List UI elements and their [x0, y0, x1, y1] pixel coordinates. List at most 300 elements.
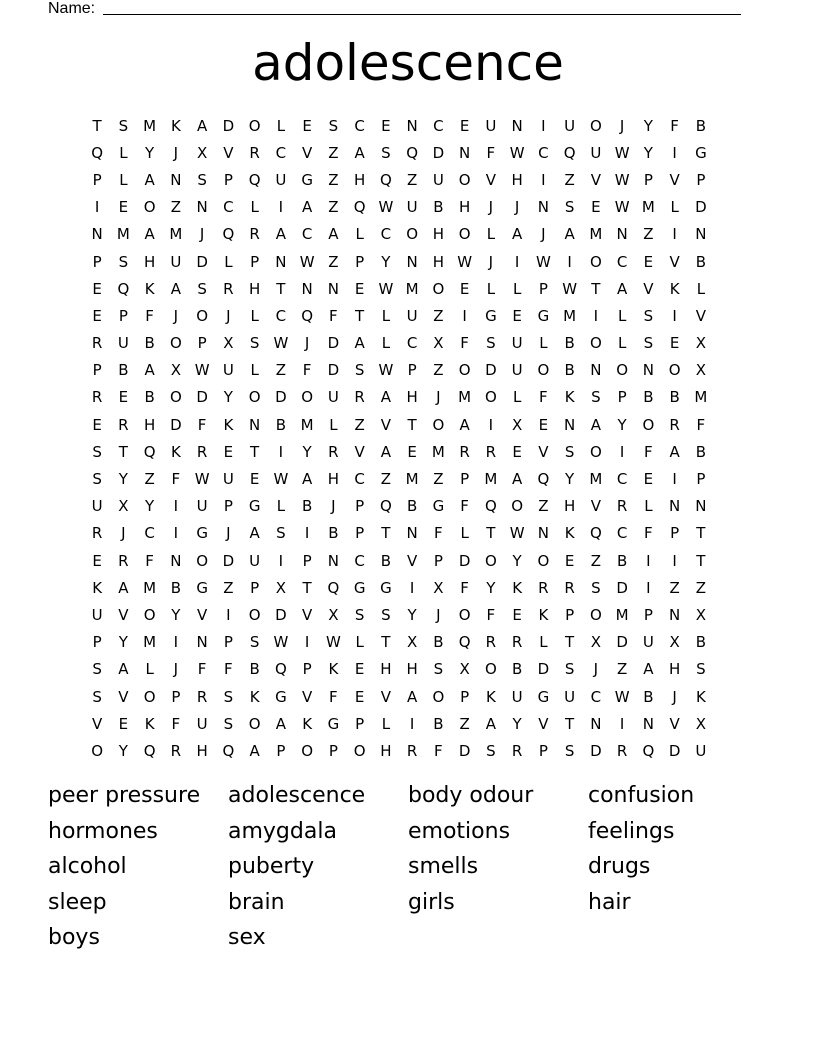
grid-letter[interactable]: N [196, 198, 208, 217]
grid-letter[interactable]: V [669, 170, 680, 189]
grid-letter[interactable]: Y [617, 415, 627, 434]
grid-letter[interactable]: P [670, 524, 680, 543]
grid-letter[interactable]: E [643, 252, 654, 271]
grid-letter[interactable]: O [406, 225, 419, 244]
grid-letter[interactable]: H [380, 660, 392, 679]
grid-letter[interactable]: N [537, 198, 549, 217]
grid-letter[interactable]: M [143, 116, 157, 135]
grid-letter[interactable]: R [511, 633, 523, 652]
grid-letter[interactable]: I [462, 306, 467, 325]
grid-letter[interactable]: N [170, 170, 182, 189]
grid-letter[interactable]: I [226, 605, 231, 624]
grid-letter[interactable]: Z [433, 361, 444, 380]
grid-letter[interactable]: W [509, 143, 525, 162]
grid-letter[interactable]: L [276, 116, 286, 135]
grid-letter[interactable]: O [169, 388, 182, 407]
grid-letter[interactable]: A [301, 470, 313, 489]
grid-letter[interactable]: B [669, 388, 680, 407]
grid-letter[interactable]: O [458, 361, 471, 380]
grid-letter[interactable]: L [224, 252, 233, 271]
grid-letter[interactable]: F [644, 442, 653, 461]
grid-letter[interactable]: W [562, 279, 578, 298]
grid-letter[interactable]: N [642, 361, 654, 380]
name-blank-line[interactable] [103, 14, 741, 15]
grid-letter[interactable]: N [275, 252, 287, 271]
grid-letter[interactable]: E [512, 605, 522, 624]
grid-letter[interactable]: A [118, 660, 129, 679]
grid-letter[interactable]: B [695, 116, 707, 135]
grid-letter[interactable]: V [590, 497, 601, 516]
grid-letter[interactable]: Z [564, 170, 575, 189]
grid-letter[interactable]: H [563, 497, 576, 516]
grid-letter[interactable]: S [591, 388, 601, 407]
grid-letter[interactable]: X [590, 633, 602, 652]
grid-letter[interactable]: U [511, 334, 523, 353]
grid-letter[interactable]: F [644, 524, 653, 543]
grid-letter[interactable]: X [275, 578, 287, 597]
grid-letter[interactable]: E [512, 306, 522, 325]
grid-letter[interactable]: Y [643, 143, 653, 162]
grid-letter[interactable]: O [143, 687, 156, 706]
grid-letter[interactable]: Z [695, 578, 707, 597]
grid-letter[interactable]: V [669, 714, 680, 733]
grid-letter[interactable]: K [170, 116, 181, 135]
grid-letter[interactable]: S [92, 660, 102, 679]
grid-letter[interactable]: L [250, 198, 259, 217]
grid-letter[interactable]: B [275, 415, 287, 434]
grid-letter[interactable]: O [91, 741, 104, 760]
grid-letter[interactable]: S [92, 442, 102, 461]
grid-letter[interactable]: U [275, 170, 287, 189]
grid-letter[interactable]: U [695, 741, 707, 760]
grid-letter[interactable]: I [646, 551, 651, 570]
grid-letter[interactable]: S [564, 741, 575, 760]
grid-letter[interactable]: V [380, 415, 391, 434]
grid-letter[interactable]: X [459, 660, 470, 679]
grid-letter[interactable]: I [409, 714, 415, 733]
grid-letter[interactable]: M [615, 605, 629, 624]
grid-letter[interactable]: W [457, 252, 473, 271]
grid-letter[interactable]: O [589, 116, 602, 135]
grid-letter[interactable]: A [669, 442, 680, 461]
grid-letter[interactable]: C [616, 470, 628, 489]
grid-letter[interactable]: R [564, 578, 575, 597]
grid-letter[interactable]: P [617, 388, 627, 407]
grid-letter[interactable]: A [511, 470, 523, 489]
grid-letter[interactable]: P [355, 252, 365, 271]
grid-letter[interactable]: D [458, 551, 471, 570]
grid-letter[interactable]: C [616, 252, 628, 271]
grid-letter[interactable]: D [275, 388, 287, 407]
grid-letter[interactable]: F [486, 143, 496, 162]
grid-letter[interactable]: C [144, 524, 155, 543]
grid-letter[interactable]: F [434, 741, 443, 760]
grid-letter[interactable]: I [173, 497, 179, 516]
grid-letter[interactable]: F [145, 306, 154, 325]
grid-letter[interactable]: J [541, 225, 546, 244]
grid-letter[interactable]: Z [328, 143, 339, 162]
grid-letter[interactable]: G [353, 578, 366, 597]
grid-letter[interactable]: H [406, 660, 418, 679]
grid-letter[interactable]: G [695, 143, 707, 162]
grid-letter[interactable]: R [538, 578, 549, 597]
grid-letter[interactable]: B [406, 497, 418, 516]
grid-letter[interactable]: L [486, 225, 496, 244]
grid-letter[interactable]: P [407, 361, 417, 380]
grid-letter[interactable]: L [355, 225, 364, 244]
grid-letter[interactable]: W [325, 633, 341, 652]
grid-letter[interactable]: K [144, 714, 155, 733]
grid-letter[interactable]: B [328, 524, 339, 543]
grid-letter[interactable]: Z [459, 714, 470, 733]
grid-letter[interactable]: E [223, 442, 234, 461]
grid-letter[interactable]: O [143, 198, 156, 217]
grid-letter[interactable]: D [222, 551, 235, 570]
grid-letter[interactable]: S [696, 660, 706, 679]
grid-letter[interactable]: N [537, 524, 549, 543]
grid-letter[interactable]: Q [537, 470, 550, 489]
grid-letter[interactable]: N [459, 143, 471, 162]
grid-letter[interactable]: O [668, 361, 681, 380]
grid-letter[interactable]: X [223, 334, 234, 353]
grid-letter[interactable]: Z [328, 198, 339, 217]
grid-letter[interactable]: Q [117, 279, 130, 298]
grid-letter[interactable]: J [436, 388, 441, 407]
grid-letter[interactable]: E [459, 279, 470, 298]
grid-letter[interactable]: E [118, 714, 129, 733]
grid-letter[interactable]: Q [222, 225, 235, 244]
grid-letter[interactable]: H [668, 660, 681, 679]
grid-letter[interactable]: Q [143, 442, 156, 461]
grid-letter[interactable]: L [276, 497, 286, 516]
grid-letter[interactable]: R [616, 741, 628, 760]
grid-letter[interactable]: M [405, 279, 419, 298]
grid-letter[interactable]: Q [274, 660, 287, 679]
grid-letter[interactable]: A [196, 116, 208, 135]
grid-letter[interactable]: A [144, 361, 155, 380]
grid-letter[interactable]: R [485, 633, 497, 652]
grid-letter[interactable]: A [380, 442, 391, 461]
grid-letter[interactable]: I [672, 143, 677, 162]
grid-letter[interactable]: Y [381, 252, 391, 271]
grid-letter[interactable]: Q [458, 633, 471, 652]
grid-letter[interactable]: L [250, 306, 259, 325]
grid-letter[interactable]: A [144, 225, 155, 244]
grid-letter[interactable]: F [486, 605, 496, 624]
grid-letter[interactable]: I [304, 524, 310, 543]
grid-letter[interactable]: X [196, 143, 208, 162]
grid-letter[interactable]: S [92, 687, 102, 706]
grid-letter[interactable]: U [327, 388, 339, 407]
grid-letter[interactable]: P [433, 551, 443, 570]
grid-letter[interactable]: O [143, 605, 156, 624]
grid-letter[interactable]: O [248, 605, 261, 624]
grid-letter[interactable]: S [433, 660, 444, 679]
grid-letter[interactable]: N [642, 714, 654, 733]
grid-letter[interactable]: Z [669, 578, 680, 597]
grid-letter[interactable]: S [92, 470, 102, 489]
grid-letter[interactable]: T [565, 714, 575, 733]
grid-letter[interactable]: P [355, 524, 365, 543]
grid-letter[interactable]: T [696, 551, 706, 570]
grid-letter[interactable]: M [405, 470, 419, 489]
grid-letter[interactable]: Q [563, 143, 576, 162]
grid-letter[interactable]: R [406, 741, 418, 760]
grid-letter[interactable]: W [378, 279, 394, 298]
grid-letter[interactable]: I [278, 551, 284, 570]
grid-letter[interactable]: R [196, 687, 208, 706]
grid-letter[interactable]: L [512, 279, 522, 298]
grid-letter[interactable]: E [538, 415, 549, 434]
grid-letter[interactable]: F [171, 714, 181, 733]
grid-letter[interactable]: N [669, 605, 681, 624]
grid-letter[interactable]: Y [145, 143, 155, 162]
grid-letter[interactable]: E [564, 551, 575, 570]
grid-letter[interactable]: H [406, 388, 418, 407]
grid-letter[interactable]: N [91, 225, 103, 244]
grid-letter[interactable]: I [94, 198, 100, 217]
grid-letter[interactable]: W [378, 361, 394, 380]
grid-letter[interactable]: N [590, 714, 602, 733]
grid-letter[interactable]: Y [118, 470, 128, 489]
grid-letter[interactable]: T [565, 633, 575, 652]
grid-letter[interactable]: G [537, 306, 550, 325]
grid-letter[interactable]: I [672, 470, 677, 489]
grid-letter[interactable]: W [535, 252, 551, 271]
grid-letter[interactable]: B [695, 633, 707, 652]
grid-letter[interactable]: F [434, 524, 443, 543]
grid-letter[interactable]: E [118, 388, 129, 407]
grid-letter[interactable]: L [670, 198, 679, 217]
grid-letter[interactable]: P [92, 170, 102, 189]
grid-letter[interactable]: W [273, 470, 289, 489]
grid-letter[interactable]: E [354, 687, 365, 706]
grid-letter[interactable]: P [118, 306, 128, 325]
grid-letter[interactable]: O [432, 415, 445, 434]
grid-letter[interactable]: C [616, 524, 628, 543]
grid-letter[interactable]: R [170, 741, 182, 760]
grid-letter[interactable]: W [614, 198, 630, 217]
grid-letter[interactable]: K [223, 415, 234, 434]
grid-letter[interactable]: A [616, 279, 628, 298]
grid-letter[interactable]: U [222, 361, 234, 380]
grid-letter[interactable]: P [460, 687, 470, 706]
grid-letter[interactable]: U [590, 143, 602, 162]
grid-letter[interactable]: M [589, 470, 603, 489]
grid-letter[interactable]: D [327, 361, 340, 380]
grid-letter[interactable]: S [643, 306, 654, 325]
grid-letter[interactable]: D [196, 388, 208, 407]
grid-letter[interactable]: W [509, 524, 525, 543]
grid-letter[interactable]: D [537, 660, 550, 679]
grid-letter[interactable]: O [589, 252, 602, 271]
grid-letter[interactable]: R [91, 388, 103, 407]
grid-letter[interactable]: F [145, 551, 154, 570]
grid-letter[interactable]: U [511, 687, 523, 706]
grid-letter[interactable]: C [275, 143, 287, 162]
grid-letter[interactable]: R [485, 442, 497, 461]
grid-letter[interactable]: V [91, 714, 103, 733]
grid-letter[interactable]: T [302, 578, 312, 597]
grid-letter[interactable]: V [354, 442, 365, 461]
grid-letter[interactable]: O [484, 551, 497, 570]
grid-letter[interactable]: N [249, 415, 261, 434]
grid-letter[interactable]: U [564, 116, 576, 135]
grid-letter[interactable]: N [590, 361, 602, 380]
grid-letter[interactable]: Z [328, 170, 339, 189]
grid-letter[interactable]: K [92, 578, 103, 597]
grid-letter[interactable]: J [619, 116, 625, 135]
grid-letter[interactable]: D [695, 198, 707, 217]
grid-letter[interactable]: J [173, 660, 179, 679]
grid-letter[interactable]: O [458, 225, 471, 244]
grid-letter[interactable]: C [354, 116, 365, 135]
grid-letter[interactable]: K [512, 578, 523, 597]
grid-letter[interactable]: O [484, 388, 497, 407]
grid-letter[interactable]: N [327, 551, 339, 570]
grid-letter[interactable]: Y [223, 388, 233, 407]
grid-letter[interactable]: E [302, 116, 312, 135]
grid-letter[interactable]: A [511, 225, 523, 244]
grid-letter[interactable]: P [696, 470, 706, 489]
grid-letter[interactable]: R [354, 388, 365, 407]
grid-letter[interactable]: I [619, 442, 625, 461]
grid-letter[interactable]: G [380, 578, 392, 597]
grid-letter[interactable]: E [92, 279, 102, 298]
grid-letter[interactable]: U [91, 605, 103, 624]
grid-letter[interactable]: U [249, 551, 261, 570]
grid-letter[interactable]: P [355, 497, 365, 516]
grid-letter[interactable]: J [173, 143, 179, 162]
grid-letter[interactable]: Q [143, 741, 156, 760]
grid-letter[interactable]: O [616, 361, 629, 380]
grid-letter[interactable]: V [118, 687, 129, 706]
grid-letter[interactable]: X [695, 361, 707, 380]
grid-letter[interactable]: B [433, 714, 444, 733]
grid-letter[interactable]: N [616, 225, 628, 244]
grid-letter[interactable]: F [302, 361, 312, 380]
grid-letter[interactable]: I [646, 578, 651, 597]
grid-letter[interactable]: A [118, 578, 129, 597]
grid-letter[interactable]: H [143, 415, 156, 434]
grid-letter[interactable]: L [696, 279, 706, 298]
grid-letter[interactable]: P [565, 605, 575, 624]
grid-letter[interactable]: O [301, 741, 314, 760]
grid-letter[interactable]: E [643, 470, 654, 489]
grid-letter[interactable]: U [564, 687, 576, 706]
grid-letter[interactable]: L [539, 633, 548, 652]
grid-letter[interactable]: Z [328, 252, 339, 271]
grid-letter[interactable]: Z [406, 170, 418, 189]
grid-letter[interactable]: H [458, 198, 471, 217]
grid-letter[interactable]: X [695, 714, 707, 733]
grid-letter[interactable]: N [301, 279, 313, 298]
grid-letter[interactable]: R [328, 442, 339, 461]
grid-letter[interactable]: A [643, 660, 654, 679]
grid-letter[interactable]: C [223, 198, 234, 217]
grid-letter[interactable]: L [644, 497, 653, 516]
grid-letter[interactable]: B [144, 334, 155, 353]
grid-letter[interactable]: Z [275, 361, 287, 380]
grid-letter[interactable]: Y [171, 605, 181, 624]
grid-letter[interactable]: Y [486, 578, 496, 597]
grid-letter[interactable]: E [591, 198, 601, 217]
grid-letter[interactable]: X [669, 633, 680, 652]
grid-letter[interactable]: V [223, 143, 234, 162]
grid-letter[interactable]: P [538, 741, 548, 760]
grid-letter[interactable]: C [538, 143, 549, 162]
grid-letter[interactable]: F [224, 660, 233, 679]
grid-letter[interactable]: D [432, 143, 445, 162]
grid-letter[interactable]: H [196, 741, 208, 760]
grid-letter[interactable]: J [199, 225, 205, 244]
grid-letter[interactable]: Y [643, 116, 653, 135]
grid-letter[interactable]: H [248, 279, 261, 298]
grid-letter[interactable]: W [299, 252, 315, 271]
grid-letter[interactable]: R [249, 143, 260, 162]
grid-letter[interactable]: K [328, 660, 339, 679]
grid-letter[interactable]: R [223, 279, 234, 298]
grid-letter[interactable]: B [564, 334, 575, 353]
grid-letter[interactable]: G [432, 497, 445, 516]
grid-letter[interactable]: E [354, 660, 365, 679]
grid-letter[interactable]: V [380, 687, 391, 706]
grid-letter[interactable]: L [381, 334, 391, 353]
grid-letter[interactable]: M [458, 388, 472, 407]
grid-letter[interactable]: Q [301, 306, 314, 325]
grid-letter[interactable]: I [672, 225, 677, 244]
grid-letter[interactable]: S [354, 361, 365, 380]
grid-letter[interactable]: Q [327, 578, 340, 597]
grid-letter[interactable]: U [196, 497, 208, 516]
grid-letter[interactable]: I [672, 551, 677, 570]
grid-letter[interactable]: S [564, 660, 575, 679]
grid-letter[interactable]: I [541, 170, 546, 189]
grid-letter[interactable]: Q [589, 524, 602, 543]
grid-letter[interactable]: P [197, 334, 207, 353]
grid-letter[interactable]: J [226, 524, 231, 543]
grid-letter[interactable]: V [406, 551, 418, 570]
grid-letter[interactable]: O [484, 660, 497, 679]
grid-letter[interactable]: E [407, 442, 417, 461]
grid-letter[interactable]: A [301, 198, 313, 217]
grid-letter[interactable]: U [432, 170, 444, 189]
grid-letter[interactable]: O [458, 170, 471, 189]
grid-letter[interactable]: R [249, 225, 260, 244]
grid-letter[interactable]: A [275, 225, 286, 244]
grid-letter[interactable]: B [616, 551, 628, 570]
grid-letter[interactable]: D [222, 116, 235, 135]
grid-letter[interactable]: Z [616, 660, 628, 679]
grid-letter[interactable]: A [459, 415, 470, 434]
grid-letter[interactable]: L [355, 633, 364, 652]
grid-letter[interactable]: E [249, 470, 260, 489]
grid-letter[interactable]: Y [118, 741, 128, 760]
grid-letter[interactable]: P [92, 361, 102, 380]
grid-letter[interactable]: S [197, 170, 207, 189]
grid-letter[interactable]: S [249, 334, 260, 353]
grid-letter[interactable]: B [144, 388, 155, 407]
grid-letter[interactable]: A [485, 714, 496, 733]
grid-letter[interactable]: D [590, 741, 602, 760]
grid-letter[interactable]: P [171, 687, 181, 706]
grid-letter[interactable]: J [304, 334, 310, 353]
grid-letter[interactable]: M [300, 415, 314, 434]
grid-letter[interactable]: G [275, 687, 287, 706]
grid-letter[interactable]: Q [406, 143, 419, 162]
grid-letter[interactable]: O [248, 714, 261, 733]
grid-letter[interactable]: A [406, 687, 418, 706]
